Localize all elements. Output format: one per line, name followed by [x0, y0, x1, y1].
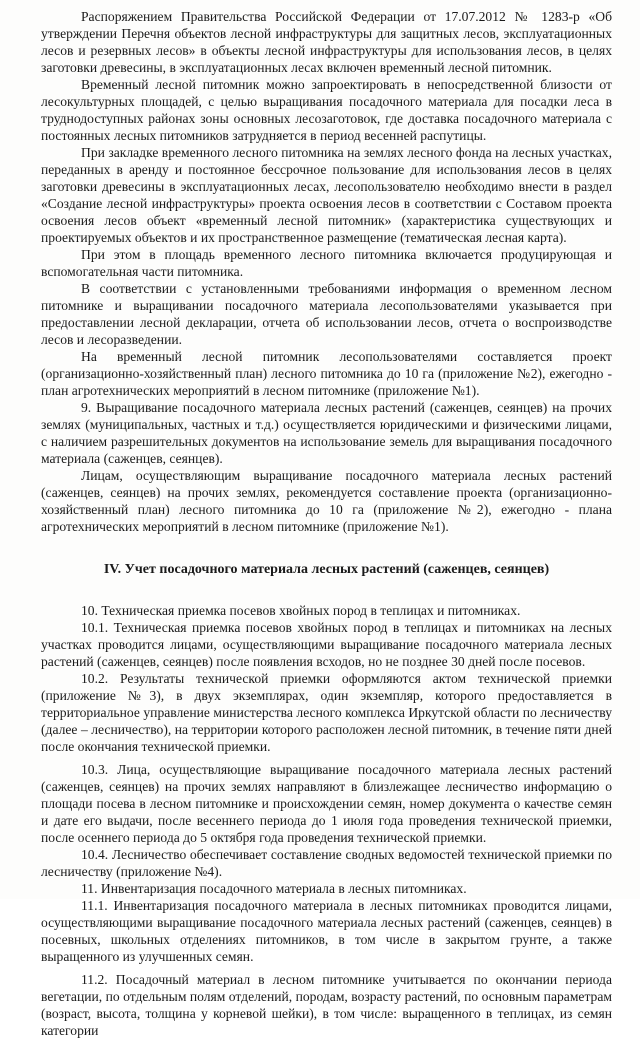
paragraph: 11.2. Посадочный материал в лесном питомнике учитывается по окончании периода вегетации, по отдельным полям отделений, породам, возрасту растений, по основным параметрам (возраст, высота, толщина у корневой шейки), в том числе: выращенного в теплицах, из семян категории: [41, 972, 612, 1038]
paragraph: Лицам, осуществляющим выращивание посадочного материала лесных растений (саженцев, сеянцев) на прочих землях, рекомендуется составление проекта (организационно-хозяйственный план) лесного питомника до 10 га (приложение №2), ежегодно - плана агротехнических мероприятий в лесном питомнике (приложение №1).: [41, 468, 612, 534]
paragraph: 10.2. Результаты технической приемки оформляются актом технической приемки (приложение №3), в двух экземплярах, один экземпляр, которого предоставляется в территориальное управление министерства лесного комплекса Иркутской области по лесничеству (далее – лесничество), на территории которого расположен лесной питомник, в течение пяти дней после окончания технической приемки.: [41, 671, 612, 754]
paragraph: Временный лесной питомник можно запроектировать в непосредственной близости от лесокультурных площадей, с целью выращивания посадочного материала для посадки леса в труднодоступных районах зоны основных лесозаготовок, где доставка посадочного материала с постоянных лесных питомников затрудняется в период весенней распутицы.: [41, 77, 612, 143]
paragraph: 10.4. Лесничество обеспечивает составление сводных ведомостей технической приемки по лесничеству (приложение №4).: [41, 847, 612, 879]
paragraph: При закладке временного лесного питомника на землях лесного фонда на лесных участках, переданных в аренду и постоянное бессрочное пользование для использования лесов в целях заготовки древесины в эксплуатационных лесах, лесопользователю необходимо внести в раздел «Создание лесной инфраструктуры» проекта освоения лесов в соответствии с Составом проекта освоения лесов объект «временный лесной питомник» (характеристика существующих и проектируемых объектов и их пространственное размещение (тематическая лесная карта).: [41, 145, 612, 245]
paragraph: 10. Техническая приемка посевов хвойных пород в теплицах и питомниках.: [81, 603, 521, 618]
paragraph: Распоряжением Правительства Российской Федерации от 17.07.2012 № 1283-р «Об утверждении Перечня объектов лесной инфраструктуры для защитных лесов, эксплуатационных лесов и резервных лесов» в объекты лесной инфраструктуры для использования лесов, в целях заготовки древесины, в эксплуатационных лесах включен временный лесной питомник.: [41, 9, 612, 75]
paragraph: На временный лесной питомник лесопользователями составляется проект (организационно-хозяйственный план) лесного питомника до 10 га (приложение №2), ежегодно - план агротехнических мероприятий в лесном питомнике (приложение №1).: [41, 349, 612, 398]
section-heading: IV. Учет посадочного материала лесных растений (саженцев, сеянцев): [103, 562, 550, 577]
paragraph: 10.1. Техническая приемка посевов хвойных пород в теплицах и питомниках на лесных участках проводится лицами, осуществляющими выращивание посадочного материала лесных растений (саженцев, сеянцев) после появления всходов, но не позднее 30 дней после посевов.: [41, 620, 612, 669]
paragraph: В соответствии с установленными требованиями информация о временном лесном питомнике и выращивании посадочного материала лесопользователями указывается при предоставлении лесной декларации, отчета об использовании лесов, отчета о воспроизводстве лесов и лесоразведении.: [41, 281, 612, 347]
paragraph: 10.3. Лица, осуществляющие выращивание посадочного материала лесных растений (саженцев, сеянцев) на прочих землях направляют в близлежащее лесничество информацию о площади посева в лесном питомнике и происхождении семян, номер документа о качестве семян и дате его выдачи, после весеннего периода до 1 июля года проведения технической приемки, после осеннего периода до 5 октября года проведения технической приемки.: [41, 762, 612, 845]
paragraph: 11.1. Инвентаризация посадочного материала в лесных питомниках проводится лицами, осуществляющими выращивание посадочного материала лесных растений (саженцев, сеянцев) в посевных, школьных отделениях питомников, в том числе в закрытом грунте, а также выращенного из улучшенных семян.: [41, 898, 612, 964]
paragraph: При этом в площадь временного лесного питомника включается продуцирующая и вспомогательная части питомника.: [41, 247, 612, 279]
paragraph: 11. Инвентаризация посадочного материала в лесных питомниках.: [81, 881, 467, 896]
paragraph: 9. Выращивание посадочного материала лесных растений (саженцев, сеянцев) на прочих землях (муниципальных, частных и т.д.) осуществляется юридическими и физическими лицами, с наличием разрешительных документов на использование земель для выращивания посадочного материала (саженцев, сеянцев).: [41, 400, 612, 466]
document-body: [41, 8, 612, 1039]
